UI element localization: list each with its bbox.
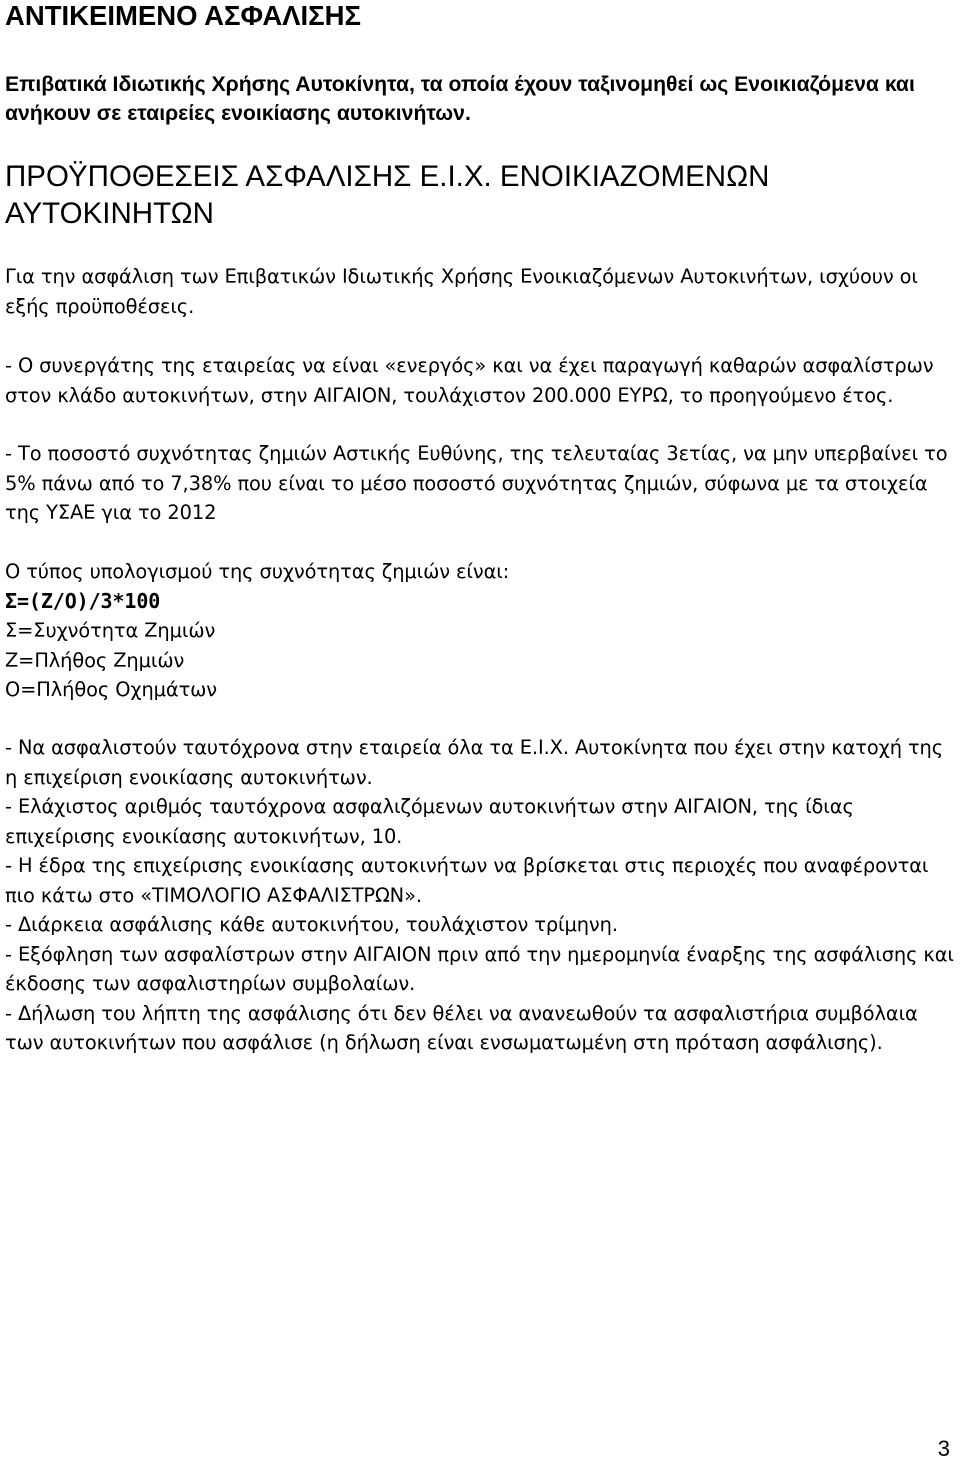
formula-intro: Ο τύπος υπολογισμού της συχνότητας ζημιών είναι: xyxy=(5,560,510,583)
list-item: - Η έδρα της επιχείρισης ενοικίασης αυτοκινήτων να βρίσκεται στις περιοχές που αναφέρονται πιο κάτω στο «ΤΙΜΟΛΟΓΙΟ ΑΣΦΑΛΙΣΤΡΩΝ». xyxy=(5,854,929,907)
requirement-1 xyxy=(5,351,955,410)
requirement-1-text: - Ο συνεργάτης της εταιρείας να είναι «ενεργός» και να έχει παραγωγή καθαρών ασφαλίστρων στον κλάδο αυτοκινήτων, στην ΑΙΓΑΙΟΝ, τουλάχιστον 200.000 ΕΥΡΩ, το προηγούμενο έτος. xyxy=(5,354,934,407)
section-title: ΠΡΟΫΠΟΘΕΣΕΙΣ ΑΣΦΑΛΙΣΗΣ Ε.Ι.Χ. ΕΝΟΙΚΙΑΖΟΜΕΝΩΝ ΑΥΤΟΚΙΝΗΤΩΝ xyxy=(5,160,770,230)
intro-text: Για την ασφάλιση των Επιβατικών Ιδιωτικής Χρήσης Ενοικιαζόμενων Αυτοκινήτων, ισχύουν οι εξής προϋποθέσεις. xyxy=(5,265,918,318)
list-item: - Δήλωση του λήπτη της ασφάλισης ότι δεν θέλει να ανανεωθούν τα ασφαλιστήρια συμβόλαια των αυτοκινήτων που ασφάλισε (η δήλωση είναι ενσωματωμένη στη πρόταση ασφάλισης). xyxy=(5,1001,918,1054)
list-item: - Να ασφαλιστούν ταυτόχρονα στην εταιρεία όλα τα Ε.Ι.Χ. Αυτοκίνητα που έχει στην κατοχή της η επιχείριση ενοικίασης αυτοκινήτων. xyxy=(5,736,944,789)
formula-section xyxy=(5,557,955,705)
requirement-2-text: - Το ποσοστό συχνότητας ζημιών Αστικής Ευθύνης, της τελευταίας 3ετίας, να μην υπερβαίνει το 5% πάνω από το 7,38% που είναι το μέσο ποσοστό συχνότητας ζημιών, σύφωνα με τα στοιχεία της ΥΣΑΕ για το 2012 xyxy=(5,442,948,524)
conditions-list xyxy=(5,733,955,1058)
formula-definition-z: Ζ=Πλήθος Ζημιών xyxy=(5,648,185,672)
list-item: - Ελάχιστος αριθμός ταυτόχρονα ασφαλιζόμενων αυτοκινήτων στην ΑΙΓΑΙΟΝ, της ίδιας επιχείρισης ενοικίασης αυτοκινήτων, 10. xyxy=(5,795,854,848)
page-number: 3 xyxy=(937,1436,950,1461)
list-item: - Εξόφληση των ασφαλίστρων στην ΑΙΓΑΙΟΝ πριν από την ημερομηνία έναρξης της ασφάλισης και έκδοσης των ασφαλιστηρίων συμβολαίων. xyxy=(5,942,954,995)
formula-definition-o: Ο=Πλήθος Οχημάτων xyxy=(5,678,218,701)
intro-paragraph xyxy=(5,262,955,321)
list-item: - Διάρκεια ασφάλισης κάθε αυτοκινήτου, τουλάχιστον τρίμηνη. xyxy=(5,913,618,936)
formula: Σ=(Ζ/Ο)/3*100 xyxy=(5,588,161,613)
requirement-2 xyxy=(5,439,955,528)
document-subtitle: Επιβατικά Ιδιωτικής Χρήσης Αυτοκίνητα, τα οποία έχουν ταξινομηθεί ως Ενοικιαζόμενα και ανήκουν σε εταιρείες ενοικίασης αυτοκινήτων. xyxy=(5,73,915,125)
document-title: ΑΝΤΙΚΕΙΜΕΝΟ ΑΣΦΑΛΙΣΗΣ xyxy=(5,0,362,31)
formula-definition-s: Σ=Συχνότητα Ζημιών xyxy=(5,619,216,642)
